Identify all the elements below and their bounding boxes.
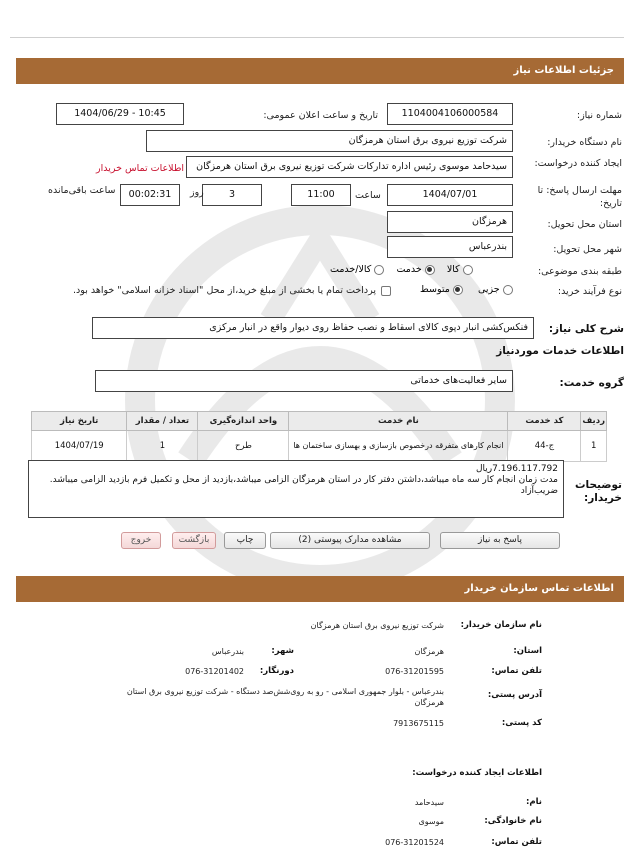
remaining-time-field: 00:02:31	[120, 184, 180, 206]
contact-section-title: اطلاعات تماس سازمان خریدار	[16, 576, 624, 602]
service-group-label: گروه خدمت:	[559, 377, 624, 389]
page-title: جزئیات اطلاعات نیاز	[16, 58, 624, 84]
buyer-notes-line3: ضریب‌آزاد	[520, 486, 558, 496]
creator-name-value: سیدحامد	[414, 798, 444, 807]
city-field: بندرعباس	[387, 236, 513, 258]
services-table	[31, 411, 607, 462]
creator-family-value: موسوی	[418, 817, 444, 826]
summary-field: فنکس‌کشی انبار دپوی کالای اسقاط و نصب حفاظ روی دیوار واقع در انبار مرکزی	[92, 317, 534, 339]
contact-address-value: بندرعباس - بلوار جمهوری اسلامی - رو به روی‌شش‌صد دستگاه - شرکت توزیع نیروی برق استان هرمزگان	[126, 687, 444, 707]
province-field: هرمزگان	[387, 211, 513, 233]
city-label: شهر محل تحویل:	[553, 244, 622, 255]
table-row	[32, 431, 607, 462]
buyer-notes-field	[28, 460, 564, 518]
remaining-label: ساعت باقی‌مانده	[48, 185, 116, 196]
col-header-row: ردیف	[581, 412, 607, 431]
category-label: طبقه بندی موضوعی:	[537, 266, 622, 277]
cell-unit: طرح	[198, 431, 289, 462]
creator-phone-label: تلفن تماس:	[491, 837, 542, 847]
category-option-both[interactable]: کالا/خدمت	[330, 264, 384, 275]
payment-note: پرداخت تمام یا بخشی از مبلغ خرید،از محل "اسناد خزانه اسلامی" خواهد بود.	[73, 285, 376, 296]
contact-province-value: هرمزگان	[414, 647, 444, 656]
cell-date: 1404/07/19	[32, 431, 127, 462]
contact-city-value: بندرعباس	[211, 647, 244, 656]
contact-fax-label: دورنگار:	[259, 666, 294, 676]
deadline-time-field: 11:00	[291, 184, 351, 206]
treasury-payment-checkbox[interactable]	[381, 286, 391, 296]
col-header-name: نام خدمت	[289, 412, 508, 431]
buyer-notes-label: توضیحات خریدار:	[574, 479, 622, 504]
need-number-field: 1104004106000584	[387, 103, 513, 125]
back-button[interactable]: بازگشت	[172, 532, 216, 549]
view-documents-button[interactable]: مشاهده مدارک پیوستی (2)	[270, 532, 430, 549]
contact-address-label: آدرس پستی:	[487, 690, 542, 700]
contact-phone-label: تلفن تماس:	[491, 666, 542, 676]
province-label: استان محل تحویل:	[547, 219, 622, 230]
creator-label: ایجاد کننده درخواست:	[534, 158, 622, 169]
cell-qty: 1	[127, 431, 198, 462]
col-header-unit: واحد اندازه‌گیری	[198, 412, 289, 431]
category-radio-group	[330, 264, 473, 275]
process-option-minor[interactable]: جزیی	[478, 284, 513, 295]
contact-org-label: نام سازمان خریدار:	[460, 620, 542, 630]
process-label: نوع فرآیند خرید:	[557, 286, 622, 297]
col-header-code: کد خدمت	[508, 412, 581, 431]
reply-button[interactable]: پاسخ به نیاز	[440, 532, 560, 549]
cell-row: 1	[581, 431, 607, 462]
process-radio-group	[420, 284, 513, 295]
deadline-date-field: 1404/07/01	[387, 184, 513, 206]
creator-info-title: اطلاعات ایجاد کننده درخواست:	[412, 768, 542, 778]
creator-phone-value: 076-31201524	[385, 838, 444, 847]
contact-phone-value: 076-31201595	[385, 667, 444, 676]
buyer-org-label: نام دستگاه خریدار:	[547, 137, 622, 148]
contact-postal-label: کد پستی:	[501, 718, 542, 728]
need-number-label: شماره نیاز:	[576, 110, 622, 121]
buyer-notes-line2: مدت زمان انجام کار سه ماه میباشد،داشتن دفتر کار در استان هرمزگان الزامی میباشد،بازدید از محل و تکمیل فرم بازدید الزامی میباشد.	[49, 475, 558, 485]
creator-family-label: نام خانوادگی:	[484, 816, 542, 826]
creator-name-label: نام:	[525, 797, 542, 807]
col-header-date: تاریخ نیاز	[32, 412, 127, 431]
process-option-medium[interactable]: متوسط	[420, 284, 463, 295]
contact-fax-value: 076-31201402	[185, 667, 244, 676]
category-option-service[interactable]: خدمت	[396, 264, 434, 275]
cell-code: ج-44	[508, 431, 581, 462]
col-header-qty: تعداد / مقدار	[127, 412, 198, 431]
contact-postal-value: 7913675115	[393, 719, 444, 728]
category-option-goods[interactable]: کالا	[447, 264, 473, 275]
announce-label: تاریخ و ساعت اعلان عمومی:	[263, 110, 378, 121]
days-field: 3	[202, 184, 262, 206]
deadline-label: مهلت ارسال پاسخ: تا تاریخ:	[537, 185, 622, 209]
services-title: اطلاعات خدمات موردنیاز	[496, 345, 624, 357]
days-label: روز	[190, 187, 204, 198]
buyer-org-field: شرکت توزیع نیروی برق استان هرمزگان	[146, 130, 513, 152]
buyer-contact-link[interactable]: اطلاعات تماس خریدار	[96, 163, 185, 174]
exit-button[interactable]: خروج	[121, 532, 161, 549]
contact-org-value: شرکت توزیع نیروی برق استان هرمزگان	[310, 621, 444, 630]
top-divider	[10, 37, 624, 38]
service-group-field: سایر فعالیت‌های خدماتی	[95, 370, 513, 392]
buyer-notes-line1: 7.196.117.792ریال	[476, 464, 558, 474]
cell-name: انجام کارهای متفرقه درخصوص بازسازی و بهسازی ساختمان ها	[289, 431, 508, 462]
time-label: ساعت	[355, 190, 381, 201]
announce-field: 1404/06/29 - 10:45	[56, 103, 184, 125]
creator-field: سیدحامد موسوی رئیس اداره تدارکات شرکت توزیع نیروی برق استان هرمزگان	[186, 156, 513, 178]
summary-label: شرح کلی نیاز:	[548, 323, 624, 335]
print-button[interactable]: چاپ	[224, 532, 266, 549]
contact-province-label: استان:	[513, 646, 542, 656]
contact-city-label: شهر:	[271, 646, 294, 656]
